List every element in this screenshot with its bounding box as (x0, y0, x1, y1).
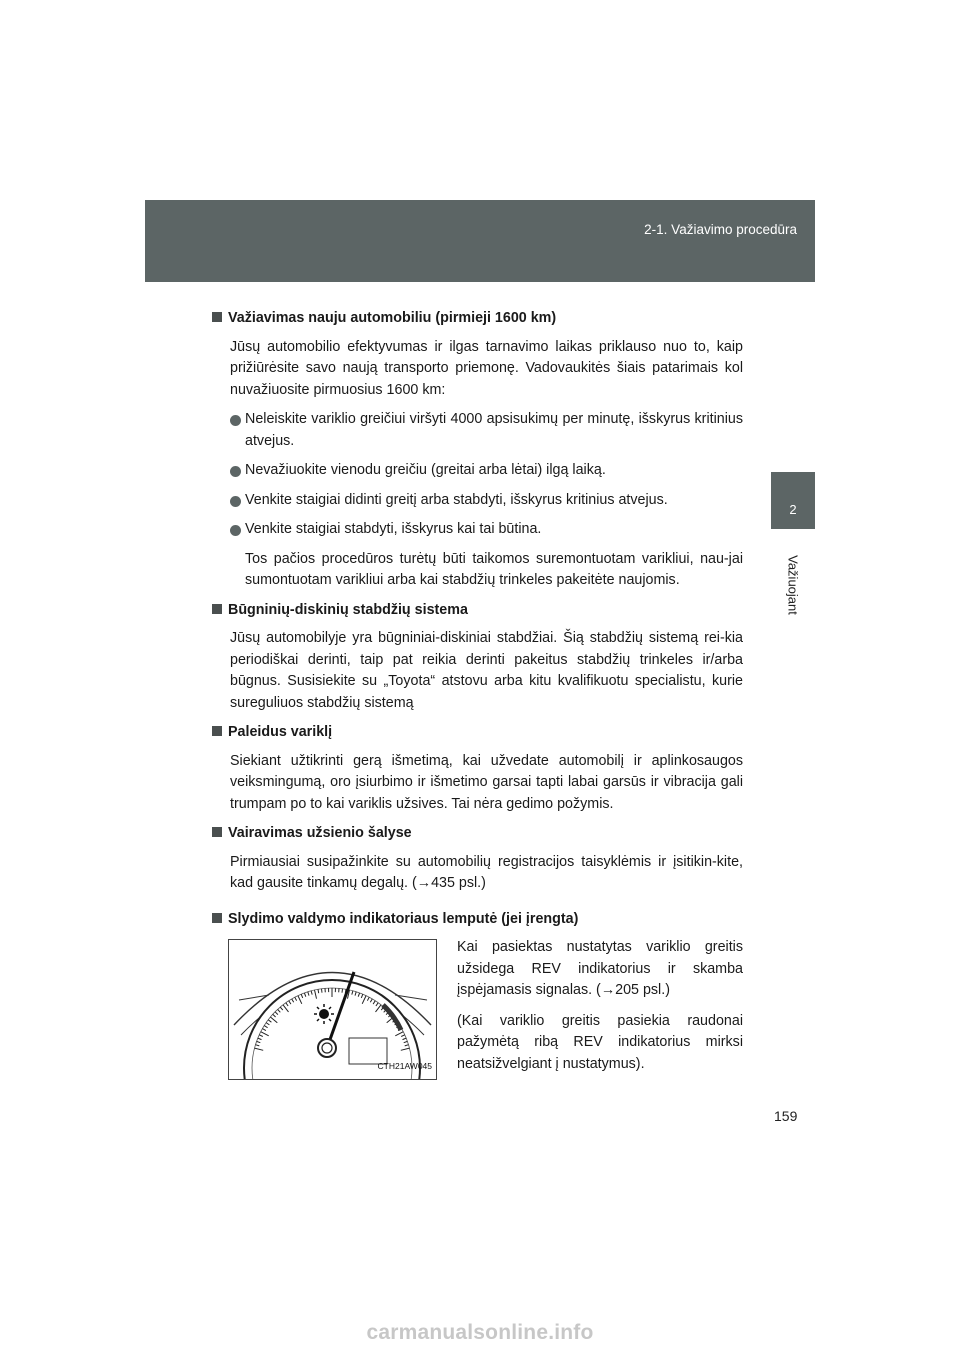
section-heading-shift-indicator: Slydimo valdymo indikatoriaus lemputė (jei įrengta) (212, 909, 743, 931)
paragraph: Kai pasiektas nustatytas variklio greitis užsidega REV indikatorius ir skamba įspėjamasis signalas. (→205 psl.) (457, 939, 743, 998)
page-content (212, 308, 743, 1097)
list-item: Venkite staigiai stabdyti, išskyrus kai tai būtina. (230, 519, 743, 541)
figure-code: CTH21AW045 (377, 1060, 432, 1071)
square-bullet-icon (212, 827, 222, 837)
list-item: Venkite staigiai didinti greitį arba stabdyti, išskyrus kritinius atvejus. (230, 490, 743, 512)
square-bullet-icon (212, 726, 222, 736)
square-bullet-icon (212, 604, 222, 614)
tick-mark (342, 989, 343, 993)
section-heading-break-in: Važiavimas nauju automobiliu (pirmieji 1600 km) (212, 308, 743, 330)
paragraph: (Kai variklio greitis pasiekia raudonai pažymėtą ribą REV indikatorius mirksi neatsižvelgiant į nustatymus). (457, 1012, 743, 1072)
tick-mark (322, 989, 323, 993)
watermark-logo: carmanualsonline.info (366, 1321, 594, 1344)
paragraph: Jūsų automobilyje yra būgniniai-diskiniai stabdžiai. Šią stabdžių sistemą rei-kia periodiškai derinti, taip pat reikia derinti pakeitus stabdžių trinkeles ir/arba būgnus. Susisiekite su „Toyota“ atstovu arba kitu kvalifikuotu specialistu, kurie sureguliuos stabdžių sistemą (230, 630, 743, 711)
chapter-tab (771, 472, 815, 529)
square-bullet-icon (212, 312, 222, 322)
circle-bullet-icon (230, 415, 241, 426)
circle-bullet-icon (230, 466, 241, 477)
list-item: Nevažiuokite vienodu greičiu (greitai arba lėtai) ilgą laiką. (230, 460, 743, 482)
section-heading-engine-start: Paleidus variklį (212, 722, 743, 744)
header-band (145, 200, 815, 282)
paragraph: Pirmiausiai susipažinkite su automobilių registracijos taisyklėmis ir įsitikin-kite, kad gausite tinkamų degalų. (→435 psl.) (230, 853, 743, 891)
paragraph: Jūsų automobilio efektyvumas ir ilgas tarnavimo laikas priklauso nuo to, kaip prižiūrėsite savo naują transporto priemonę. Vadovaukitės šiais patarimais kol nuvažiuosite pirmuosius 1600 km: (230, 338, 743, 398)
chapter-label: Važiuojant (785, 555, 801, 615)
section-title: 2-1. Važiavimo procedūra (644, 222, 797, 237)
figure-row (212, 937, 743, 1097)
circle-bullet-icon (230, 525, 241, 536)
circle-bullet-icon (230, 496, 241, 507)
tick-mark (318, 989, 319, 993)
tachometer-figure (228, 939, 437, 1080)
section-heading-brakes: Būgninių-diskinių stabdžių sistema (212, 600, 743, 622)
list-item: Neleiskite variklio greičiui viršyti 4000 apsisukimų per minutę, išskyrus kritinius atvejus. (230, 409, 743, 452)
chapter-number: 2 (789, 502, 797, 517)
figure-description (457, 937, 743, 1084)
square-bullet-icon (212, 913, 222, 923)
page-number: 159 (774, 1108, 798, 1124)
section-heading-abroad: Vairavimas užsienio šalyse (212, 823, 743, 845)
note: Tos pačios procedūros turėtų būti taikomos suremontuotam varikliui, nau-jai sumontuotam varikliui arba kai stabdžių trinkeles pakeitėte naujomis. (245, 550, 743, 588)
paragraph: Siekiant užtikrinti gerą išmetimą, kai užvedate automobilį ir aplinkosaugos veiksmingumą, oro įsiurbimo ir išmetimo garsai tapti labai garsūs ir vibracija gali trumpam po to kai variklis užsives. Tai nėra gedimo požymis. (230, 752, 743, 812)
